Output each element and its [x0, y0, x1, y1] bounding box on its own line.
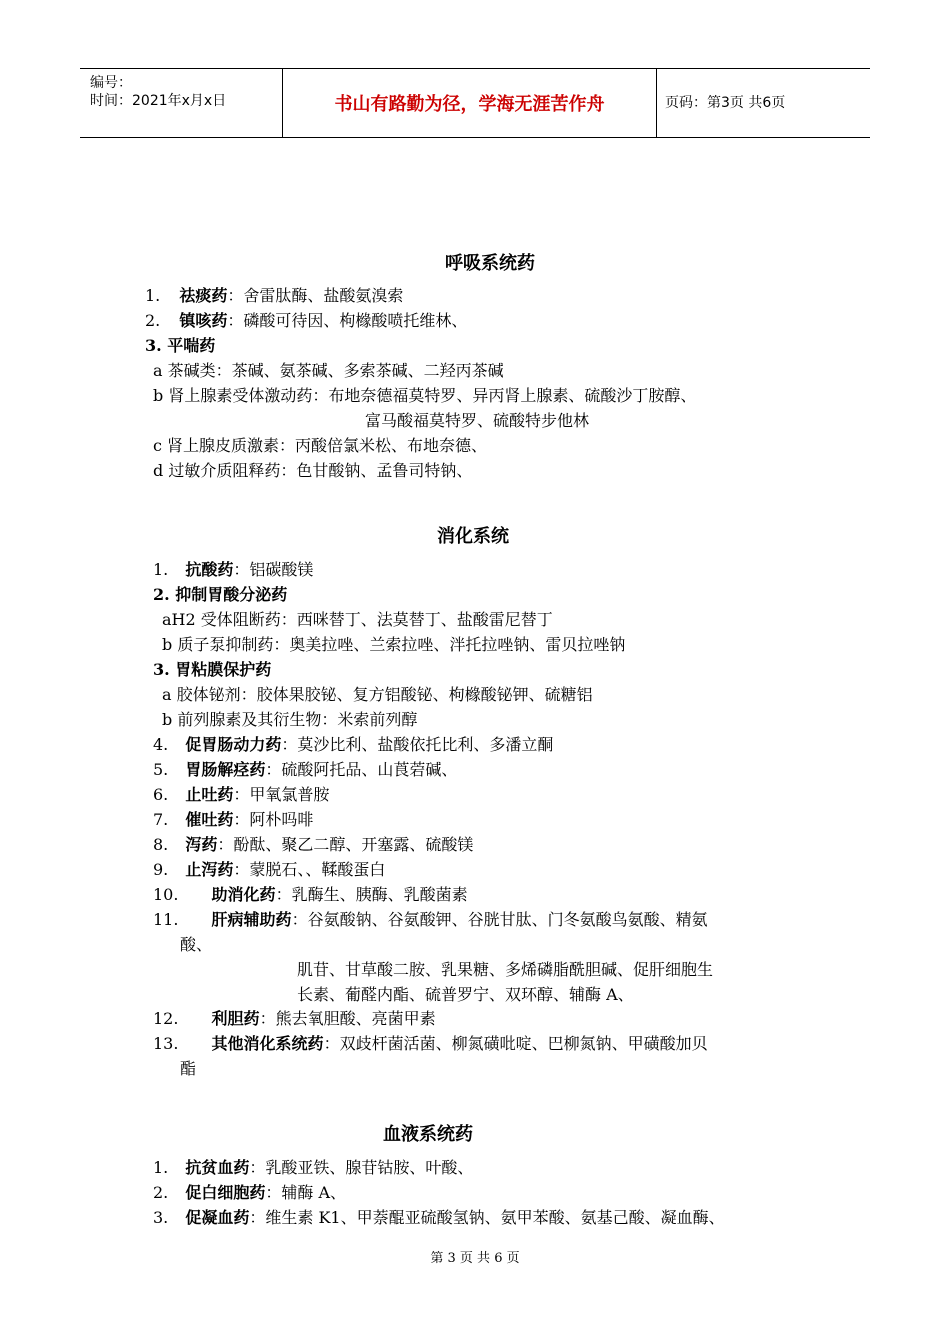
item-category: 促胃肠动力药: [185, 735, 282, 754]
item-number: 13.: [153, 1034, 179, 1053]
item-number: 5.: [153, 760, 169, 779]
number-label: 编号：: [90, 75, 132, 91]
list-item-continuation: 长素、葡醛内酯、硫普罗宁、双环醇、辅酶 A、: [297, 985, 634, 1004]
item-text: ：乳酸亚铁、腺苷钴胺、叶酸、: [249, 1158, 474, 1177]
list-item-continuation: 肌苷、甘草酸二胺、乳果糖、多烯磷脂酰胆碱、促肝细胞生: [297, 960, 714, 979]
item-text: ：硫酸阿托品、山莨菪碱、: [265, 760, 458, 779]
item-number: 3.: [153, 1208, 169, 1227]
list-item: [153, 1033, 708, 1055]
item-category: 其他消化系统药: [211, 1034, 324, 1053]
list-item: [153, 1157, 473, 1179]
item-number: 11.: [153, 910, 179, 929]
footer-page-number: 第 3 页 共 6 页: [430, 1251, 520, 1266]
item-text: ：磷酸可待因、枸橼酸喷托维林、: [227, 311, 468, 330]
list-item: [153, 759, 457, 781]
item-number: 1.: [145, 286, 161, 305]
item-text: ：谷氨酸钠、谷氨酸钾、谷胱甘肽、门冬氨酸鸟氨酸、精氨: [291, 910, 708, 929]
list-heading: 3. 平喘药: [145, 336, 216, 355]
item-number: 1.: [153, 1158, 169, 1177]
list-item: [145, 310, 467, 332]
list-heading: 2. 抑制胃酸分泌药: [153, 585, 288, 604]
list-item: [153, 884, 468, 906]
item-number: 2.: [145, 311, 161, 330]
item-category: 助消化药: [211, 885, 276, 904]
item-category: 促白细胞药: [185, 1183, 266, 1202]
page-footer: [0, 1247, 950, 1266]
list-item: [153, 809, 313, 831]
list-subitem: c 肾上腺皮质激素：丙酸倍氯米松、布地奈德、: [153, 436, 488, 455]
item-category: 止吐药: [185, 785, 234, 804]
list-subitem: b 肾上腺素受体激动药：布地奈德福莫特罗、异丙肾上腺素、硫酸沙丁胺醇、: [153, 386, 697, 405]
list-item: [153, 734, 553, 756]
list-item: [153, 559, 313, 581]
list-subitem: b 质子泵抑制药：奥美拉唑、兰索拉唑、泮托拉唑钠、雷贝拉唑钠: [162, 635, 626, 654]
list-subitem: b 前列腺素及其衍生物：米索前列醇: [162, 710, 418, 729]
item-text: ：甲氧氯普胺: [233, 785, 330, 804]
item-number: 8.: [153, 835, 169, 854]
item-category: 利胆药: [211, 1009, 260, 1028]
section-title-respiratory: 呼吸系统药: [445, 253, 535, 274]
list-item: [153, 1182, 346, 1204]
motto-text: 书山有路勤为径，学海无涯苦作舟: [334, 94, 605, 115]
item-number: 7.: [153, 810, 169, 829]
section-title-digestive: 消化系统: [437, 526, 509, 547]
header-meta-cell: [80, 69, 283, 137]
item-category: 祛痰药: [179, 286, 228, 305]
list-item: [153, 859, 385, 881]
list-subitem: d 过敏介质阻释药：色甘酸钠、孟鲁司特钠、: [153, 461, 473, 480]
list-item-wrap: 酸、: [180, 935, 213, 954]
item-category: 肝病辅助药: [211, 910, 292, 929]
list-item: [153, 1008, 436, 1030]
item-category: 泻药: [185, 835, 218, 854]
header-page-cell: [657, 69, 870, 137]
list-subitem-continuation: 富马酸福莫特罗、硫酸特步他林: [365, 411, 590, 430]
list-heading: 3. 胃粘膜保护药: [153, 660, 272, 679]
item-text: ：蒙脱石、、鞣酸蛋白: [233, 860, 386, 879]
list-item: [153, 784, 329, 806]
item-text: ：铝碳酸镁: [233, 560, 314, 579]
section-title-blood: 血液系统药: [383, 1124, 473, 1145]
item-category: 镇咳药: [179, 311, 228, 330]
item-number: 12.: [153, 1009, 179, 1028]
list-item: [145, 285, 403, 307]
item-category: 抗酸药: [185, 560, 234, 579]
item-number: 1.: [153, 560, 169, 579]
page-header: [80, 68, 870, 138]
item-number: 9.: [153, 860, 169, 879]
date-label: 时间：2021年x月x日: [90, 93, 227, 109]
item-text: ：熊去氧胆酸、亮菌甲素: [259, 1009, 436, 1028]
item-text: ：辅酶 A、: [265, 1183, 347, 1202]
list-subitem: a 胶体铋剂：胶体果胶铋、复方铝酸铋、枸橼酸铋钾、硫糖铝: [162, 685, 593, 704]
header-motto-cell: [283, 69, 657, 137]
item-text: ：乳酶生、胰酶、乳酸菌素: [275, 885, 468, 904]
item-category: 抗贫血药: [185, 1158, 250, 1177]
item-number: 2.: [153, 1183, 169, 1202]
list-subitem: aH2 受体阻断药：西咪替丁、法莫替丁、盐酸雷尼替丁: [162, 610, 553, 629]
list-item: [153, 909, 708, 931]
item-text: ：维生素 K1、甲萘醌亚硫酸氢钠、氨甲苯酸、氨基己酸、凝血酶、: [249, 1208, 725, 1227]
list-item: [153, 834, 473, 856]
item-category: 止泻药: [185, 860, 234, 879]
item-category: 催吐药: [185, 810, 234, 829]
item-text: ：莫沙比利、盐酸依托比利、多潘立酮: [281, 735, 554, 754]
item-text: ：双歧杆菌活菌、柳氮磺吡啶、巴柳氮钠、甲磺酸加贝: [323, 1034, 708, 1053]
list-item: [153, 1207, 725, 1229]
item-category: 促凝血药: [185, 1208, 250, 1227]
item-number: 10.: [153, 885, 179, 904]
item-text: ：舍雷肽酶、盐酸氨溴索: [227, 286, 404, 305]
item-number: 4.: [153, 735, 169, 754]
item-text: ：阿朴吗啡: [233, 810, 314, 829]
item-category: 胃肠解痉药: [185, 760, 266, 779]
list-subitem: a 茶碱类：茶碱、氨茶碱、多索茶碱、二羟丙茶碱: [153, 361, 504, 380]
item-number: 6.: [153, 785, 169, 804]
list-item-wrap: 酯: [180, 1059, 197, 1078]
item-text: ：酚酞、聚乙二醇、开塞露、硫酸镁: [217, 835, 474, 854]
page-code: 页码：第3页 共6页: [665, 95, 786, 111]
